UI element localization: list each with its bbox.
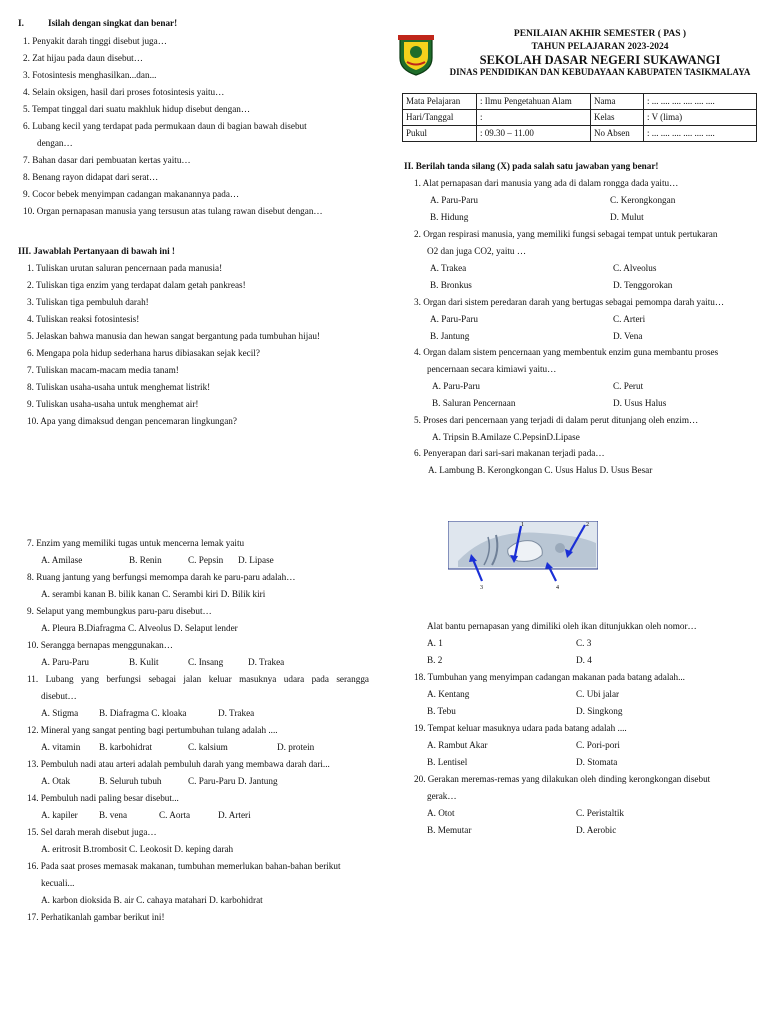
answer-option: D. Usus Halus [613,398,667,408]
answer-option: C. Paru-Paru D. Jantung [188,776,278,786]
question-item: 6. Mengapa pola hidup sederhana harus dibiasakan sejak kecil? [27,348,260,358]
answer-option: C. Pori-pori [576,740,620,750]
answer-option: B. Jantung [430,331,470,341]
answer-option: B. Renin [129,555,162,565]
answer-option: D. Aerobic [576,825,617,835]
answer-option: B. Tebu [427,706,456,716]
answer-options-row: A. Tripsin B.Amilaze C.PepsinD.Lipase [432,432,580,442]
answer-option: C. Arteri [613,314,646,324]
answer-option: D. Vena [613,331,643,341]
answer-option: B. 2 [427,655,443,665]
answer-option: B. Lentisel [427,757,468,767]
question-text: 20. Gerakan meremas-remas yang dilakukan oleh dinding kerongkongan disebut [414,774,711,784]
info-value: : [477,110,591,126]
info-value: : ... .... .... .... .... .... [644,126,757,142]
question-item: 9. Tuliskan usaha-usaha untuk menghemat air! [27,399,199,409]
question-text: 17. Perhatikanlah gambar berikut ini! [27,912,165,922]
question-item: 4. Tuliskan reaksi fotosintesis! [27,314,140,324]
question-text-continued: pencernaan secara kimiawi yaitu… [427,364,557,374]
answer-option: A. Paru-Paru [430,314,478,324]
info-value: : V (lima) [644,110,757,126]
question-text: 10. Serangga bernapas menggunakan… [27,640,173,650]
question-text: 16. Pada saat proses memasak makanan, tumbuhan memerlukan bahan-bahan berikut [27,861,341,871]
question-text: 7. Enzim yang memiliki tugas untuk mencerna lemak yaitu [27,538,245,548]
question-item: 6. Lubang kecil yang terdapat pada permukaan daun di bagian bawah disebut [23,121,307,131]
figure-label-4: 4 [556,585,559,591]
answer-option: A. kapiler [41,810,78,820]
question-item: 3. Fotosintesis menghasilkan...dan... [23,70,157,80]
info-label: Hari/Tanggal [403,110,477,126]
question-text: 13. Pembuluh nadi atau arteri adalah pembuluh darah yang membawa darah dari... [27,759,330,769]
answer-option: D. Singkong [576,706,623,716]
answer-option: B. karbohidrat [99,742,153,752]
info-label: Pukul [403,126,477,142]
answer-option: B. Seluruh tubuh [99,776,162,786]
question-item: 10. Apa yang dimaksud dengan pencemaran lingkungan? [27,416,237,426]
answer-option: D. Lipase [238,555,274,565]
info-value: : Ilmu Pengetahuan Alam [477,94,591,110]
question-item: 8. Tuliskan usaha-usaha untuk menghemat listrik! [27,382,211,392]
answer-option: C. Perut [613,381,644,391]
question-item: 1. Penyakit darah tinggi disebut juga… [23,36,167,46]
answer-option: C. Aorta [159,810,191,820]
answer-options-row: A. Lambung B. Kerongkongan C. Usus Halus D. Usus Besar [428,465,653,475]
answer-option: C. Pepsin [188,555,224,565]
answer-option: B. Bronkus [430,280,472,290]
answer-option: B. Kulit [129,657,159,667]
school-year: TAHUN PELAJARAN 2023-2024 [531,42,669,52]
answer-options-row: A. eritrosit B.trombosit C. Leokosit D. keping darah [41,844,234,854]
question-item: 2. Tuliskan tiga enzim yang terdapat dalam getah pankreas! [27,280,246,290]
answer-option: B. Memutar [427,825,472,835]
answer-option: D. 4 [576,655,592,665]
question-item: 10. Organ pernapasan manusia yang tersusun atas tulang rawan disebut dengan… [23,206,323,216]
info-value: : 09.30 – 11.00 [477,126,591,142]
question-text: 19. Tempat keluar masuknya udara pada batang adalah .... [414,723,627,733]
answer-option: B. Diafragma C. kloaka [99,708,187,718]
question-text: 14. Pembuluh nadi paling besar disebut... [27,793,179,803]
question-item: 7. Tuliskan macam-macam media tanam! [27,365,179,375]
question-text-continued: kecuali... [41,878,75,888]
answer-option: A. Otak [41,776,71,786]
answer-option: B. Saluran Pencernaan [432,398,516,408]
answer-option: C. Kerongkongan [610,195,676,205]
info-label: Kelas [591,110,644,126]
answer-options-row: A. Pleura B.Diafragma C. Alveolus D. Selaput lender [41,623,238,633]
question-text: 18. Tumbuhan yang menyimpan cadangan makanan pada batang adalah... [414,672,685,682]
section-1-heading: Isilah dengan singkat dan benar! [48,18,178,28]
question-item: 5. Tempat tinggal dari suatu makhluk hidup disebut dengan… [23,104,251,114]
school-name: SEKOLAH DASAR NEGERI SUKAWANGI [479,53,721,67]
question-item: 4. Selain oksigen, hasil dari proses fotosintesis yaitu… [23,87,225,97]
info-label: No Absen [591,126,644,142]
answer-option: D. Mulut [610,212,644,222]
question-text-continued: gerak… [427,791,457,801]
fish-gill-figure [448,521,598,591]
question-text: 6. Penyerapan dari sari-sari makanan terjadi pada… [414,448,605,458]
info-value: : ... .... .... .... .... .... [644,94,757,110]
answer-option: A. Paru-Paru [41,657,89,667]
question-text: 15. Sel darah merah disebut juga… [27,827,157,837]
answer-option: A. Trakea [430,263,467,273]
question-text: 8. Ruang jantung yang berfungsi memompa darah ke paru-paru adalah… [27,572,296,582]
answer-option: D. Trakea [218,708,255,718]
answer-option: A. Amilase [41,555,83,565]
section-2-heading: II. Berilah tanda silang (X) pada salah satu jawaban yang benar! [404,161,659,171]
figure-label-2: 2 [586,522,589,528]
answer-option: C. Alveolus [613,263,657,273]
answer-option: C. kalsium [188,742,228,752]
answer-option: D. Stomata [576,757,618,767]
answer-option: D. Arteri [218,810,251,820]
question-text-continued: disebut… [41,691,77,701]
question-item: 1. Tuliskan urutan saluran pencernaan pada manusia! [27,263,223,273]
answer-option: A. vitamin [41,742,81,752]
question-text: 1. Alat pernapasan dari manusia yang ada di dalam rongga dada yaitu… [414,178,679,188]
question-item: 5. Jelaskan bahwa manusia dan hewan sangat bergantung pada tumbuhan hijau! [27,331,320,341]
answer-option: A. Kentang [427,689,470,699]
question-item: 7. Bahan dasar dari pembuatan kertas yaitu… [23,155,191,165]
info-label: Mata Pelajaran [403,94,477,110]
answer-option: A. Paru-Paru [432,381,480,391]
question-item: 9. Cocor bebek menyimpan cadangan makanannya pada… [23,189,240,199]
question-text: 12. Mineral yang sangat penting bagi pertumbuhan tulang adalah .... [27,725,278,735]
answer-options-row: A. karbon dioksida B. air C. cahaya matahari D. karbohidrat [41,895,263,905]
answer-option: D. Tenggorokan [613,280,673,290]
question-text: 4. Organ dalam sistem pencernaan yang membentuk enzim guna membantu proses [414,347,719,357]
answer-option: C. Insang [188,657,224,667]
answer-option: A. 1 [427,638,443,648]
question-text: Alat bantu pernapasan yang dimiliki oleh ikan ditunjukkan oleh nomor… [427,621,697,631]
answer-option: C. Peristaltik [576,808,624,818]
answer-option: A. Paru-Paru [430,195,478,205]
answer-option: A. Stigma [41,708,79,718]
exam-title: PENILAIAN AKHIR SEMESTER ( PAS ) [513,29,687,39]
question-item: 2. Zat hijau pada daun disebut… [23,53,143,63]
question-text: 3. Organ dari sistem peredaran darah yang bertugas sebagai pemompa darah yaitu… [414,297,725,307]
student-info-table [402,93,757,142]
question-item: 3. Tuliskan tiga pembuluh darah! [27,297,149,307]
section-1-number: I. [18,18,24,28]
answer-option: A. Rambut Akar [427,740,488,750]
question-item-continued: dengan… [37,138,73,148]
question-item: 8. Benang rayon didapat dari serat… [23,172,159,182]
answer-options-row: A. serambi kanan B. bilik kanan C. Serambi kiri D. Bilik kiri [41,589,266,599]
answer-option: C. Ubi jalar [576,689,620,699]
figure-label-1: 1 [521,522,524,528]
answer-option: B. Hidung [430,212,469,222]
answer-option: A. Otot [427,808,455,818]
question-text: 9. Selaput yang membungkus paru-paru disebut… [27,606,212,616]
question-text-continued: O2 dan juga CO2, yaitu … [427,246,527,256]
question-text: 5. Proses dari pencernaan yang terjadi di dalam perut ditunjang oleh enzim… [414,415,699,425]
school-logo [397,34,435,76]
section-3-heading: III. Jawablah Pertanyaan di bawah ini ! [18,246,175,256]
answer-option: D. protein [277,742,315,752]
answer-option: B. vena [99,810,128,820]
question-text: 2. Organ respirasi manusia, yang memiliki fungsi sebagai tempat untuk pertukaran [414,229,718,239]
answer-option: D. Trakea [248,657,285,667]
info-label: Nama [591,94,644,110]
answer-option: C. 3 [576,638,592,648]
department-name: DINAS PENDIDIKAN DAN KEBUDAYAAN KABUPATEN TASIKMALAYA [449,67,751,77]
figure-label-3: 3 [480,585,483,591]
question-text: 11. Lubang yang berfungsi sebagai jalan keluar masuknya udara pada serangga [27,674,369,684]
